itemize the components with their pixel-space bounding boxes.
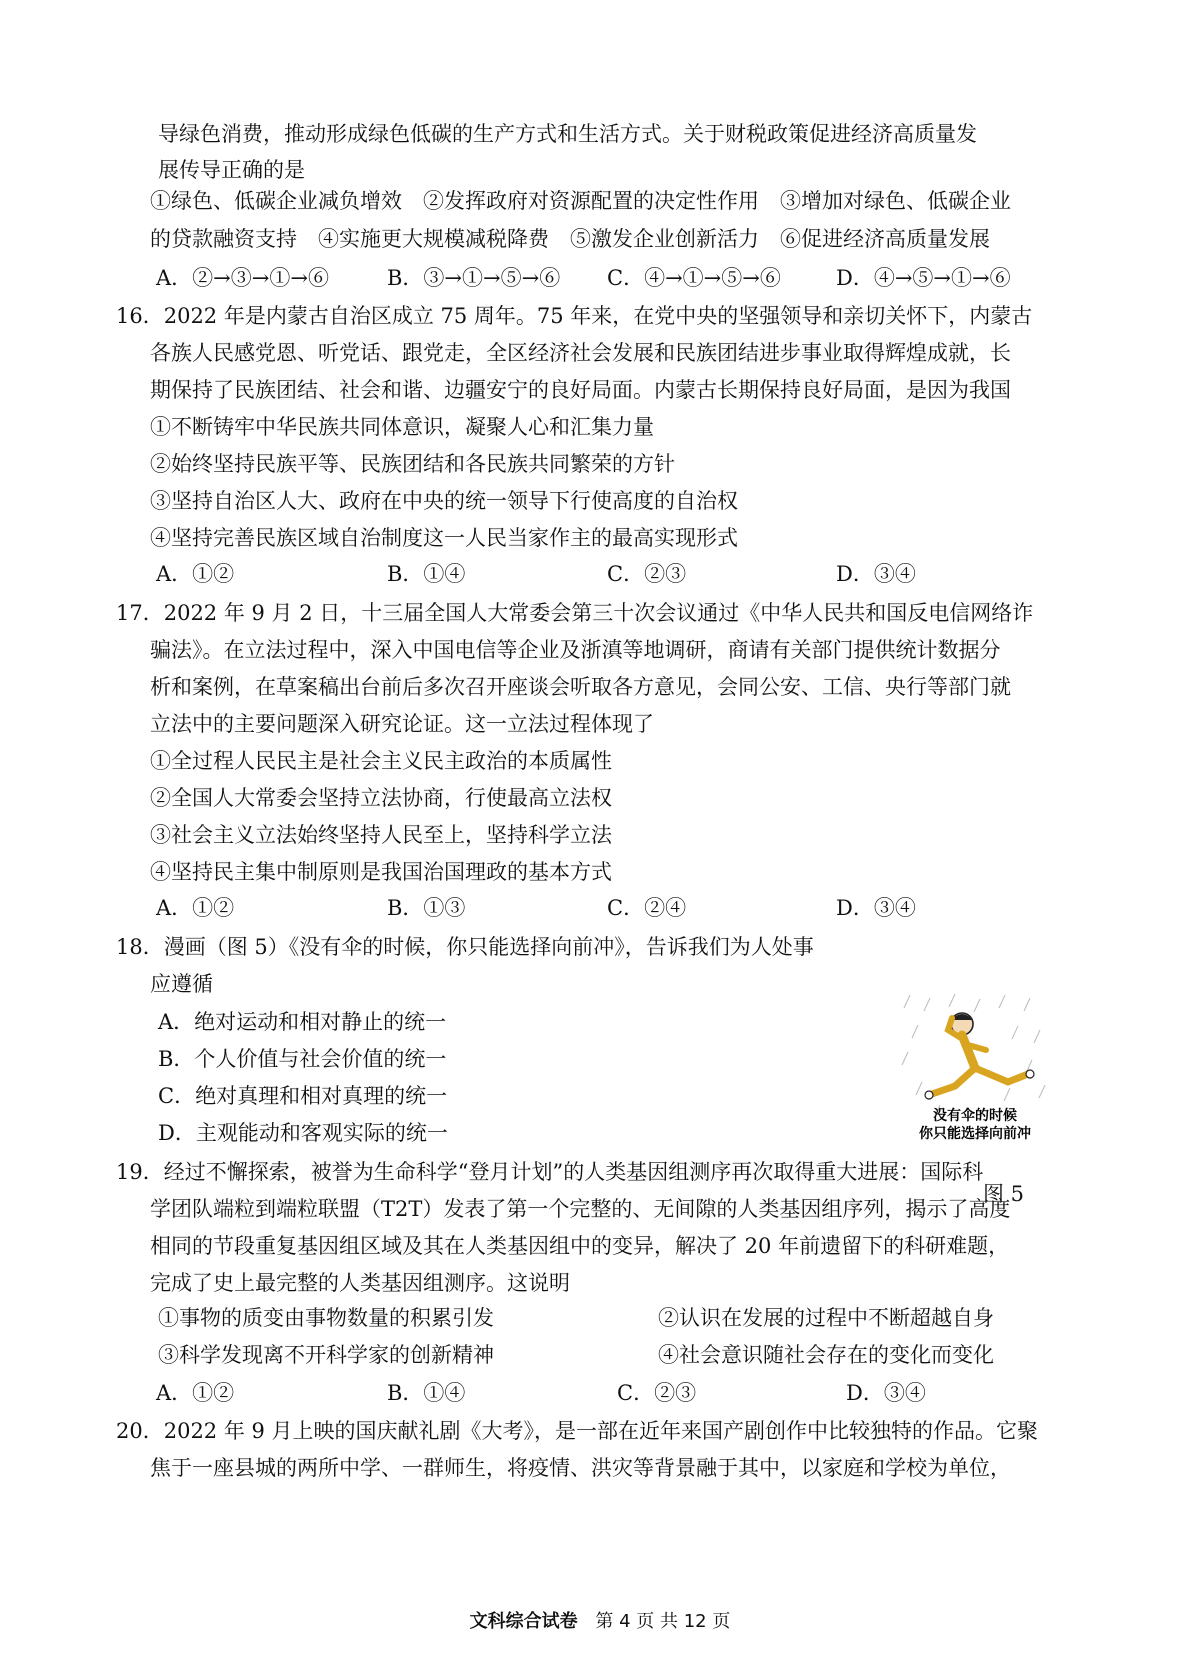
running-man-cartoon-image: [900, 990, 1050, 1140]
footer-page-number: 第 4 页 共 12 页: [595, 1611, 731, 1632]
q16-item-2: ②始终坚持民族平等、民族团结和各民族共同繁荣的方针: [150, 452, 675, 476]
footer-subject: 文科综合试卷: [469, 1611, 578, 1632]
q17-option-d: D．③④: [836, 896, 916, 920]
q16-item-3: ③坚持自治区人大、政府在中央的统一领导下行使高度的自治权: [150, 489, 738, 513]
q17-item-1: ①全过程人民民主是社会主义民主政治的本质属性: [150, 749, 612, 773]
q17-line-4: 立法中的主要问题深入研究论证。这一立法过程体现了: [150, 712, 654, 736]
q15-line-2: 展传导正确的是: [158, 158, 305, 182]
q18-option-a: A．绝对运动和相对静止的统一: [158, 1010, 447, 1034]
q16-option-b: B．①④: [387, 562, 466, 586]
q15-option-b: B．③→①→⑤→⑥: [387, 266, 561, 290]
cartoon-text-line-2: 你只能选择向前冲: [919, 1126, 1031, 1140]
q20-line-1: 20．2022 年 9 月上映的国庆献礼剧《大考》，是一部在近年来国产剧创作中比较独特的作品。它聚: [116, 1419, 1039, 1443]
q17-item-3: ③社会主义立法始终坚持人民至上，坚持科学立法: [150, 823, 612, 847]
q19-line-2: 学团队端粒到端粒联盟（T2T）发表了第一个完整的、无间隙的人类基因组序列，揭示了高度: [150, 1197, 1011, 1221]
q16-option-a: A．①②: [156, 562, 235, 586]
q20-line-2: 焦于一座县城的两所中学、一群师生，将疫情、洪灾等背景融于其中，以家庭和学校为单位，: [150, 1456, 1011, 1480]
q16-option-d: D．③④: [836, 562, 916, 586]
q18-line-1: 18．漫画（图 5）《没有伞的时候，你只能选择向前冲》，告诉我们为人处事: [116, 935, 814, 959]
q19-item-4: ④社会意识随社会存在的变化而变化: [658, 1343, 994, 1367]
q19-line-3: 相同的节段重复基因组区域及其在人类基因组中的变异，解决了 20 年前遗留下的科研难题，: [150, 1234, 1010, 1258]
q16-item-4: ④坚持完善民族区域自治制度这一人民当家作主的最高实现形式: [150, 526, 738, 550]
cartoon-text-line-1: 没有伞的时候: [933, 1108, 1017, 1124]
q17-line-2: 骗法》。在立法过程中，深入中国电信等企业及浙滇等地调研，商请有关部门提供统计数据分: [150, 638, 1001, 662]
q19-option-b: B．①④: [387, 1381, 466, 1405]
q19-item-2: ②认识在发展的过程中不断超越自身: [658, 1306, 994, 1330]
q19-line-1: 19．经过不懈探索，被誉为生命科学“登月计划”的人类基因组测序再次取得重大进展：国际科: [116, 1160, 984, 1184]
page-footer: [0, 1610, 1200, 1634]
q17-item-2: ②全国人大常委会坚持立法协商，行使最高立法权: [150, 786, 612, 810]
q19-option-d: D．③④: [846, 1381, 926, 1405]
q18-option-b: B．个人价值与社会价值的统一: [158, 1047, 447, 1071]
q15-line-3: ①绿色、低碳企业减负增效 ②发挥政府对资源配置的决定性作用 ③增加对绿色、低碳企业: [150, 189, 1011, 213]
q19-option-c: C．②③: [617, 1381, 697, 1405]
q17-option-c: C．②④: [607, 896, 687, 920]
q17-item-4: ④坚持民主集中制原则是我国治国理政的基本方式: [150, 860, 612, 884]
q16-option-c: C．②③: [607, 562, 687, 586]
q15-option-a: A．②→③→①→⑥: [156, 266, 329, 290]
figure-caption: 图 5: [983, 1182, 1025, 1206]
q19-item-3: ③科学发现离不开科学家的创新精神: [158, 1343, 494, 1367]
q18-option-d: D．主观能动和客观实际的统一: [158, 1121, 448, 1145]
q16-line-2: 各族人民感党恩、听党话、跟党走，全区经济社会发展和民族团结进步事业取得辉煌成就，长: [150, 341, 1011, 365]
q15-line-4: 的贷款融资支持 ④实施更大规模减税降费 ⑤激发企业创新活力 ⑥促进经济高质量发展: [150, 227, 990, 251]
q19-option-a: A．①②: [156, 1381, 235, 1405]
q17-option-b: B．①③: [387, 896, 466, 920]
q17-option-a: A．①②: [156, 896, 235, 920]
q18-line-2: 应遵循: [150, 972, 213, 996]
q17-line-3: 析和案例，在草案稿出台前后多次召开座谈会听取各方意见，会同公安、工信、央行等部门就: [150, 675, 1011, 699]
q15-option-d: D．④→⑤→①→⑥: [836, 266, 1011, 290]
q19-line-4: 完成了史上最完整的人类基因组测序。这说明: [150, 1271, 570, 1295]
q15-option-c: C．④→①→⑤→⑥: [607, 266, 781, 290]
q16-line-1: 16．2022 年是内蒙古自治区成立 75 周年。75 年来，在党中央的坚强领导和亲切关怀下，内蒙古: [116, 304, 1033, 328]
q19-item-1: ①事物的质变由事物数量的积累引发: [158, 1306, 494, 1330]
q16-line-3: 期保持了民族团结、社会和谐、边疆安宁的良好局面。内蒙古长期保持良好局面，是因为我国: [150, 378, 1011, 402]
q17-line-1: 17．2022 年 9 月 2 日，十三届全国人大常委会第三十次会议通过《中华人民共和国反电信网络诈: [116, 601, 1034, 625]
q16-item-1: ①不断铸牢中华民族共同体意识，凝聚人心和汇集力量: [150, 415, 654, 439]
q18-option-c: C．绝对真理和相对真理的统一: [158, 1084, 448, 1108]
q15-line-1: 导绿色消费，推动形成绿色低碳的生产方式和生活方式。关于财税政策促进经济高质量发: [158, 122, 977, 146]
